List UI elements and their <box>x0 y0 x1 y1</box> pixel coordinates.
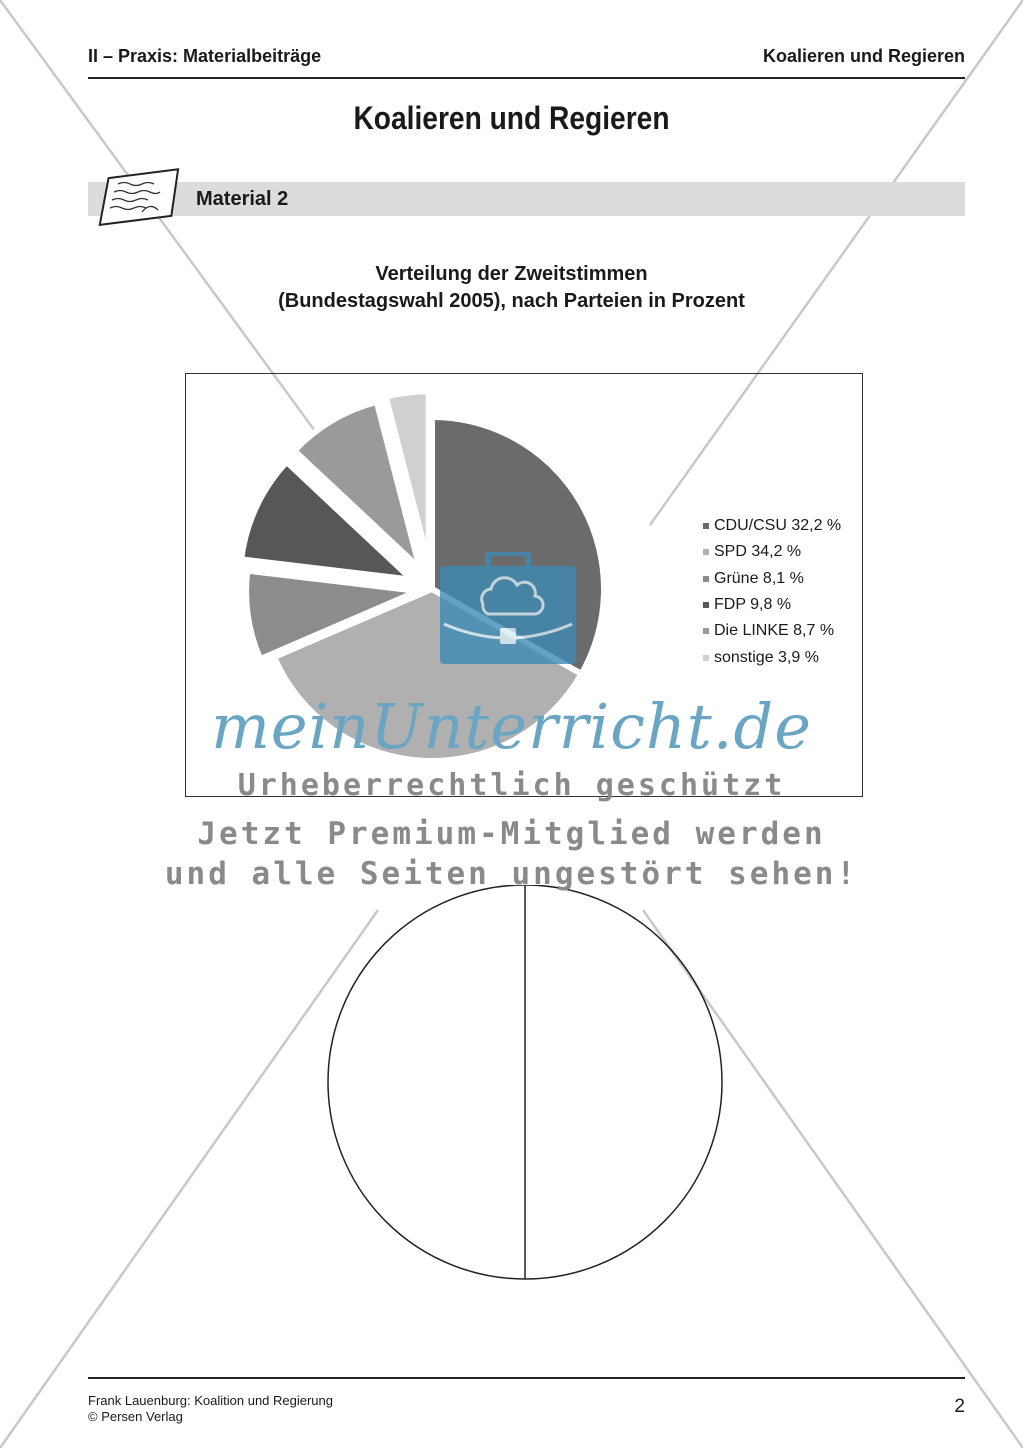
material-label: Material 2 <box>196 188 289 210</box>
legend-swatch <box>703 602 709 608</box>
legend-swatch <box>703 576 709 582</box>
header-rule <box>88 77 965 79</box>
header-topic-label: Koalieren und Regieren <box>762 46 965 66</box>
legend-item <box>703 618 841 644</box>
watermark-logo: meinUnterricht.de <box>211 690 812 763</box>
page-number: 2 <box>954 1396 965 1417</box>
blank-pie-circle <box>326 885 726 1285</box>
legend-label: sonstige 3,9 % <box>714 648 819 666</box>
legend-swatch <box>703 655 709 661</box>
watermark-premium-line2: und alle Seiten ungestört sehen! <box>164 856 859 892</box>
chart-legend <box>703 513 841 671</box>
legend-item <box>703 592 841 618</box>
legend-item <box>703 644 841 670</box>
watermark-premium-line1: Jetzt Premium-Mitglied werden <box>197 816 826 852</box>
legend-label: Die LINKE 8,7 % <box>714 622 835 640</box>
footer-publisher: © Persen Verlag <box>88 1409 183 1424</box>
legend-label: Grüne 8,1 % <box>714 569 804 587</box>
legend-item <box>703 566 841 592</box>
watermark-copyright: Urheberrechtlich geschützt <box>237 768 786 803</box>
header-section-label: II – Praxis: Materialbeiträge <box>88 46 322 66</box>
legend-swatch <box>703 628 709 634</box>
document-note-icon <box>92 166 188 230</box>
chart-title-line1: Verteilung der Zweitstimmen <box>375 263 648 285</box>
chart-title <box>0 261 1023 315</box>
legend-swatch <box>703 523 709 529</box>
footer-author: Frank Lauenburg: Koalition und Regierung <box>88 1393 334 1408</box>
legend-item <box>703 539 841 565</box>
legend-label: CDU/CSU 32,2 % <box>714 517 842 535</box>
footer-rule <box>88 1377 965 1379</box>
legend-label: SPD 34,2 % <box>714 543 802 561</box>
briefcase-cloud-icon <box>438 552 578 667</box>
page-title: Koalieren und Regieren <box>353 100 670 136</box>
legend-label: FDP 9,8 % <box>714 596 792 614</box>
chart-title-line2: (Bundestagswahl 2005), nach Parteien in Prozent <box>278 290 745 312</box>
legend-item <box>703 513 841 539</box>
legend-swatch <box>703 549 709 555</box>
